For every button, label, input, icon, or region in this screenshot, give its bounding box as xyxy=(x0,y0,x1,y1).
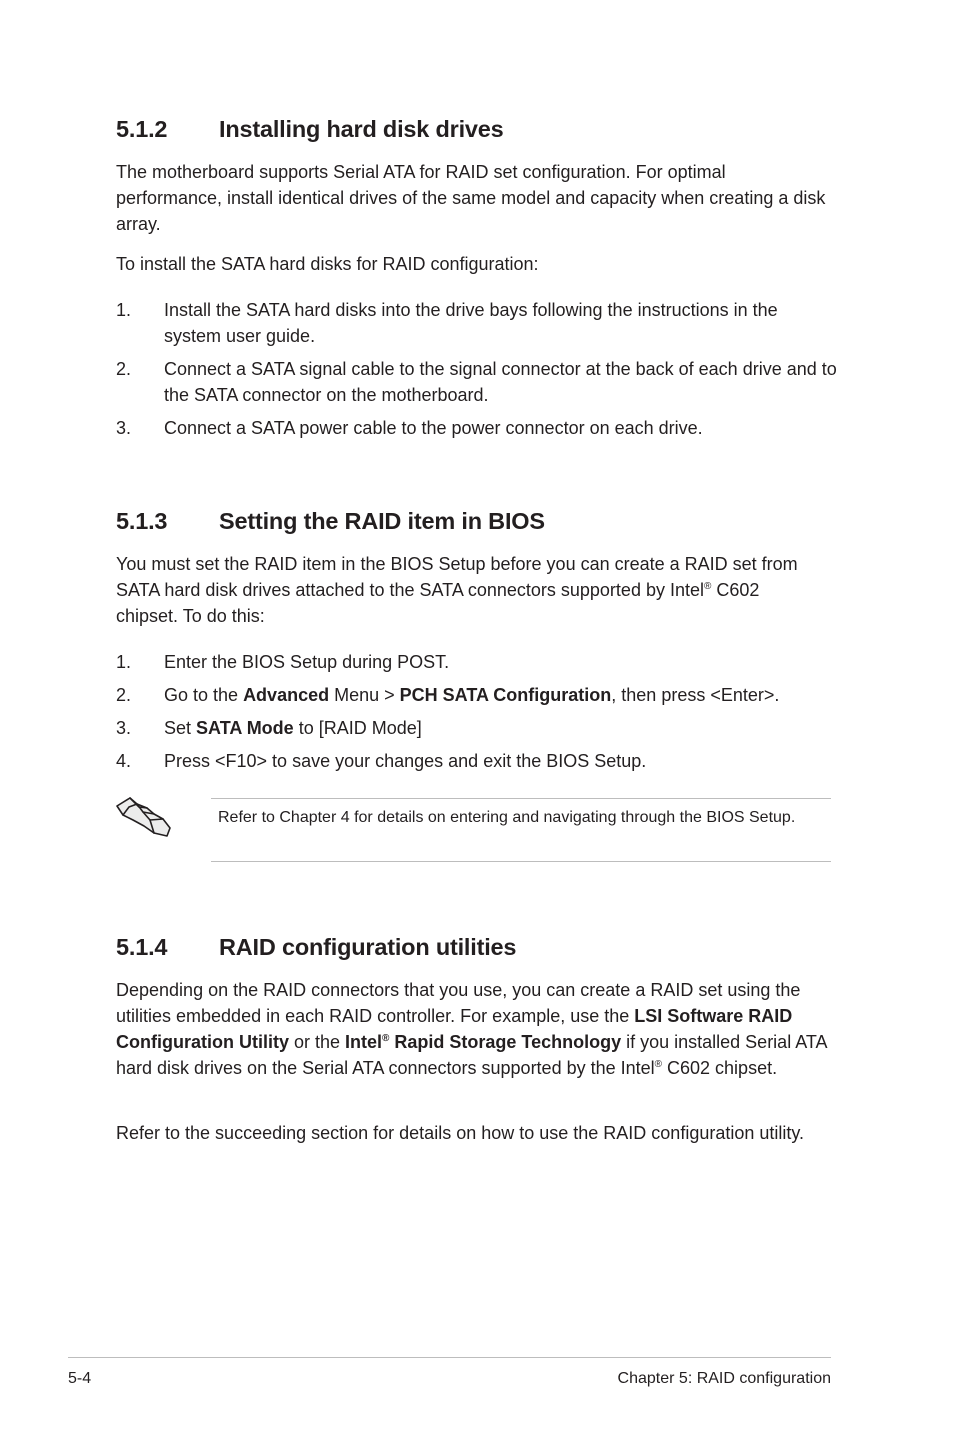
registered-mark: ® xyxy=(382,1033,390,1044)
registered-mark: ® xyxy=(654,1059,663,1070)
brand-name: Intel xyxy=(345,1032,383,1052)
text-run: Depending on the RAID connectors that you use, you can create a RAID set using the utilities embedded in each RAID controller. For example, use the xyxy=(116,980,801,1026)
section-title: RAID configuration utilities xyxy=(219,934,517,960)
list-text: Install the SATA hard disks into the drive bays following the instructions in the system user guide. xyxy=(164,300,778,346)
section-5-1-3-intro xyxy=(116,551,816,629)
section-number: 5.1.2 xyxy=(116,116,168,142)
menu-name: Advanced xyxy=(243,685,330,705)
intro-text-end: C602 chipset. To do this: xyxy=(116,580,760,626)
list-text: Enter the BIOS Setup during POST. xyxy=(164,652,450,672)
list-number: 3. xyxy=(116,718,132,738)
section-heading-5-1-2 xyxy=(116,116,504,143)
footer-divider xyxy=(68,1357,831,1358)
intro-text: You must set the RAID item in the BIOS Setup before you can create a RAID set from SATA hard disk drives attached to the SATA connectors supported by Intel xyxy=(116,554,798,600)
list-number: 1. xyxy=(116,300,132,320)
text-run: Menu > xyxy=(329,685,400,705)
menu-name: PCH SATA Configuration xyxy=(399,685,612,705)
section-5-1-4-paragraph-2: Refer to the succeeding section for details on how to use the RAID configuration utility. xyxy=(116,1123,805,1143)
list-number: 2. xyxy=(116,685,132,705)
section-title: Setting the RAID item in BIOS xyxy=(219,508,545,534)
section-5-1-2-lead: To install the SATA hard disks for RAID configuration: xyxy=(116,254,539,274)
chapter-title: Chapter 5: RAID configuration xyxy=(617,1370,831,1387)
utility-name: LSI Software RAID Configuration Utility xyxy=(116,1006,793,1052)
list-text: Connect a SATA signal cable to the signal connector at the back of each drive and to the SATA connector on the motherboard. xyxy=(164,359,837,405)
note-box xyxy=(211,798,831,862)
list-text: Connect a SATA power cable to the power connector on each drive. xyxy=(164,418,703,438)
registered-mark: ® xyxy=(704,581,712,592)
note-text: Refer to Chapter 4 for details on entering and navigating through the BIOS Setup. xyxy=(218,809,796,826)
list-number: 1. xyxy=(116,652,132,672)
page-number: 5-4 xyxy=(68,1370,92,1387)
list-number: 3. xyxy=(116,418,132,438)
text-run: if you installed Serial ATA hard disk drives on the Serial ATA connectors supported by the Intel xyxy=(116,1032,827,1078)
list-number: 4. xyxy=(116,751,132,771)
text-run: Go to the xyxy=(164,685,244,705)
section-number: 5.1.4 xyxy=(116,934,168,960)
text-run: Set xyxy=(164,718,197,738)
text-run: , then press <Enter>. xyxy=(611,685,780,705)
section-heading-5-1-3 xyxy=(116,508,545,535)
section-5-1-2-intro: The motherboard supports Serial ATA for RAID set configuration. For optimal performance, install identical drives of the same model and capacity when creating a disk array. xyxy=(116,162,826,234)
setting-name: SATA Mode xyxy=(196,718,294,738)
text-run: C602 chipset. xyxy=(662,1058,778,1078)
section-number: 5.1.3 xyxy=(116,508,168,534)
pointing-hand-icon xyxy=(113,795,175,839)
list-number: 2. xyxy=(116,359,132,379)
text-run: to [RAID Mode] xyxy=(293,718,422,738)
section-heading-5-1-4 xyxy=(116,934,516,961)
list-text xyxy=(164,682,779,708)
list-text: Press <F10> to save your changes and exit the BIOS Setup. xyxy=(164,751,647,771)
section-5-1-4-paragraph-1 xyxy=(116,977,836,1081)
text-run: or the xyxy=(288,1032,346,1052)
section-title: Installing hard disk drives xyxy=(219,116,504,142)
list-text xyxy=(164,715,422,741)
technology-name: Rapid Storage Technology xyxy=(389,1032,622,1052)
